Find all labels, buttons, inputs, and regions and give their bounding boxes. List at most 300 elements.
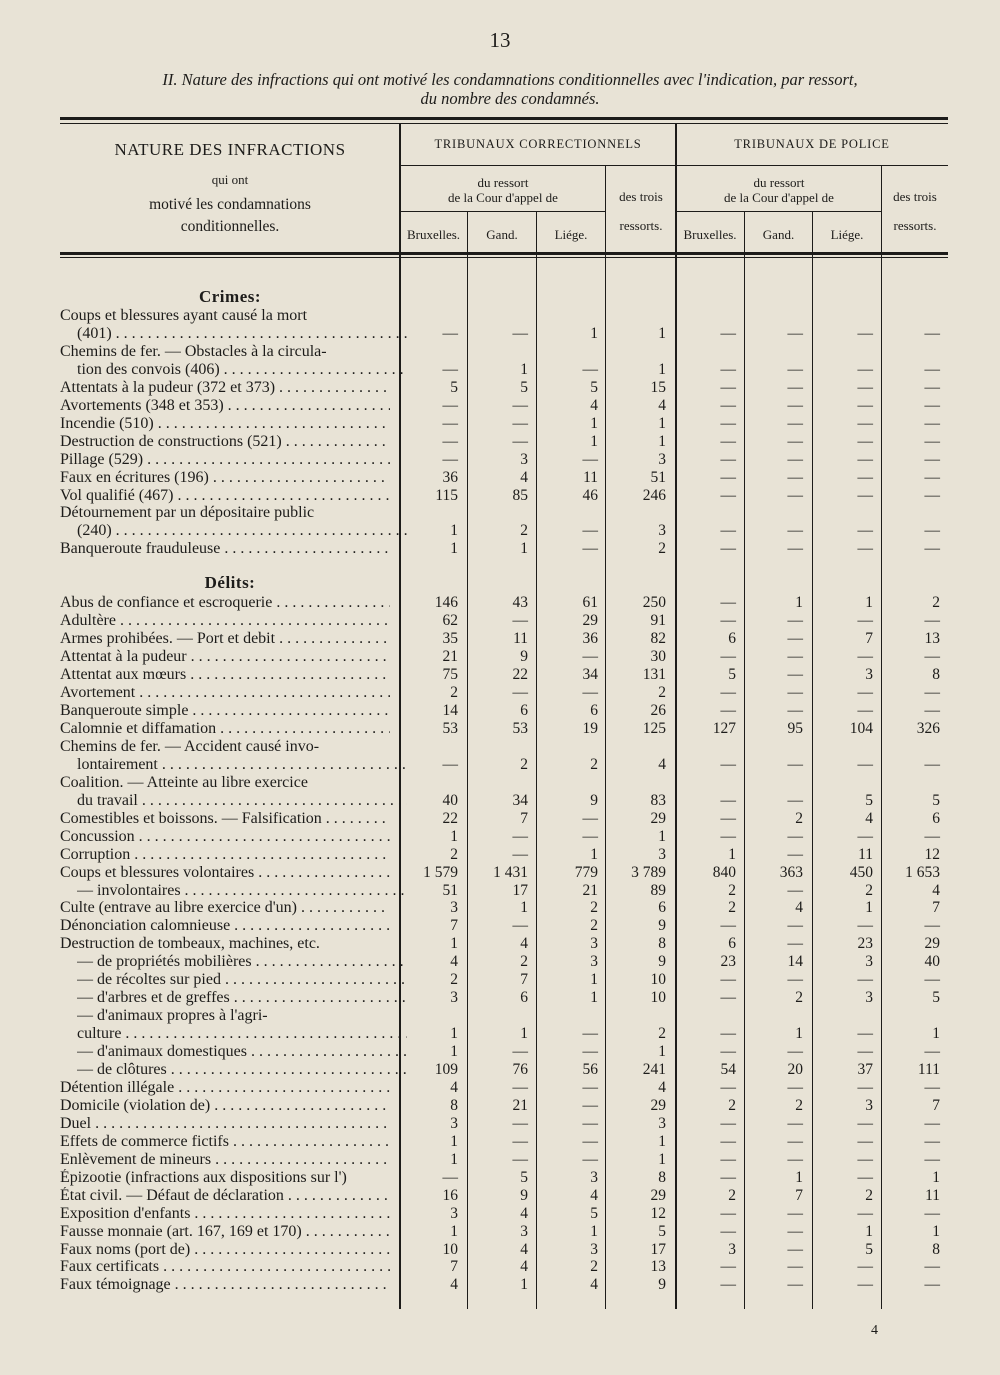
cell-value: 146 — [434, 594, 458, 612]
cell-value: 4 — [932, 881, 940, 899]
cell-value: 363 — [779, 863, 803, 881]
table-row — [0, 864, 1000, 882]
cell-value: — — [787, 791, 803, 809]
row-label: Fausse monnaie (art. 167, 169 et 170) . . . — [60, 1223, 390, 1241]
cell-value: 2 — [865, 881, 873, 899]
cell-value: — — [582, 1078, 598, 1096]
cell-value: — — [787, 522, 803, 540]
cell-value: — — [512, 396, 528, 414]
cell-value: 241 — [642, 1061, 666, 1078]
row-label: tion des convois (406) . . . — [77, 361, 407, 379]
row-label: Attentat à la pudeur . . . — [60, 648, 390, 666]
cell-value: — — [720, 1043, 736, 1061]
cell-value: 3 — [520, 450, 528, 468]
cell-value: 8 — [932, 666, 940, 684]
cell-value: 21 — [442, 648, 458, 666]
cell-value: — — [512, 1114, 528, 1132]
cell-value: 1 — [590, 989, 598, 1007]
cell-value: — — [512, 414, 528, 432]
top-rule-thin — [60, 123, 948, 124]
cell-value: — — [787, 360, 803, 378]
cell-value: — — [720, 1025, 736, 1043]
table-row — [0, 756, 1000, 774]
row-label: Chemins de fer. — Accident causé invo- — [60, 737, 320, 755]
cell-value: 2 — [728, 1186, 736, 1204]
cell-value: — — [857, 827, 873, 845]
cell-value: — — [787, 1043, 803, 1061]
cell-value: — — [924, 486, 940, 504]
cell-value: — — [720, 1168, 736, 1186]
cell-value: 3 — [590, 935, 598, 953]
table-row — [0, 630, 1000, 648]
cell-value: 4 — [590, 1276, 598, 1294]
cell-value: — — [924, 450, 940, 468]
cell-value: 2 — [658, 1025, 666, 1043]
cell-value: — — [924, 612, 940, 630]
header-trois-line1: des trois — [619, 189, 663, 204]
cell-value: — — [582, 1150, 598, 1168]
cell-value: 22 — [442, 809, 458, 827]
row-label: Détournement par un dépositaire public — [60, 504, 315, 522]
cell-value: 1 — [450, 540, 458, 558]
cell-value: 6 — [658, 899, 666, 917]
cell-value: 34 — [512, 791, 528, 809]
cell-value: 23 — [720, 953, 736, 971]
table-row — [0, 1241, 1000, 1259]
cell-value: 104 — [849, 719, 873, 737]
cell-value: 54 — [720, 1061, 736, 1078]
cell-value: 2 — [658, 540, 666, 558]
table-row — [0, 953, 1000, 971]
cell-value: — — [512, 827, 528, 845]
cell-value: 12 — [924, 845, 940, 863]
cell-value: 2 — [728, 1096, 736, 1114]
cell-value: 1 — [450, 1150, 458, 1168]
cell-value: — — [857, 702, 873, 719]
cell-value: — — [720, 360, 736, 378]
cell-value: — — [787, 540, 803, 558]
table-row — [0, 935, 1000, 953]
header-bottom-rule-thin — [60, 257, 948, 258]
cell-value: — — [720, 684, 736, 702]
cell-value: 3 — [450, 899, 458, 917]
cell-value: 11 — [925, 1186, 940, 1204]
cell-value: — — [924, 468, 940, 486]
cell-value: — — [924, 684, 940, 702]
cell-value: 2 — [450, 971, 458, 989]
cell-value: 9 — [520, 648, 528, 666]
cell-value: 450 — [849, 863, 873, 881]
header-col-bruxelles: Bruxelles. — [406, 227, 461, 242]
header-trois-line2: ressorts. — [619, 218, 663, 233]
cell-value: 1 — [450, 935, 458, 953]
cell-value: 36 — [582, 630, 598, 648]
cell-value: — — [924, 1258, 940, 1276]
cell-value: — — [720, 917, 736, 935]
cell-value: — — [720, 468, 736, 486]
cell-value: 17 — [512, 881, 528, 899]
cell-value: 34 — [582, 666, 598, 684]
row-label: Enlèvement de mineurs . . . — [60, 1151, 390, 1169]
table-row — [0, 522, 1000, 540]
cell-value: — — [857, 1078, 873, 1096]
cell-value: — — [720, 594, 736, 612]
cell-value: 1 — [590, 971, 598, 989]
cell-value: 3 — [450, 1204, 458, 1222]
header-police: TRIBUNAUX DE POLICE — [734, 137, 890, 151]
table-row — [0, 504, 1000, 522]
cell-value: 2 — [450, 845, 458, 863]
row-label: Coalition. — Atteinte au libre exercice — [60, 773, 308, 791]
cell-value: 1 — [450, 522, 458, 540]
cell-value: 3 — [865, 1096, 873, 1114]
row-label: Domicile (violation de) . . . — [60, 1097, 390, 1115]
cell-value: 7 — [932, 899, 940, 917]
cell-value: — — [582, 648, 598, 666]
cell-value: — — [720, 1078, 736, 1096]
cell-value: — — [787, 432, 803, 450]
cell-value: 29 — [650, 1186, 666, 1204]
row-label: Banqueroute simple . . . — [60, 702, 390, 720]
table-row — [0, 361, 1000, 379]
table-row — [0, 1061, 1000, 1079]
cell-value: — — [857, 1168, 873, 1186]
cell-value: 4 — [450, 953, 458, 971]
cell-value: — — [582, 1114, 598, 1132]
cell-value: 1 — [658, 1132, 666, 1150]
table-row — [0, 1043, 1000, 1061]
table-row — [0, 828, 1000, 846]
cell-value: — — [787, 917, 803, 935]
cell-value: 1 — [932, 1222, 940, 1240]
table-row — [0, 1169, 1000, 1187]
cell-value: 4 — [658, 396, 666, 414]
cell-value: — — [857, 755, 873, 773]
cell-value: — — [582, 684, 598, 702]
cell-value: 3 789 — [631, 863, 666, 881]
cell-value: — — [787, 414, 803, 432]
cell-value: — — [857, 1258, 873, 1276]
cell-value: 35 — [442, 630, 458, 648]
cell-value: — — [582, 809, 598, 827]
cell-value: 53 — [512, 719, 528, 737]
cell-value: 9 — [658, 917, 666, 935]
header-ressort-pol — [676, 175, 882, 205]
cell-value: 11 — [513, 630, 528, 648]
cell-value: 1 579 — [423, 863, 458, 881]
cell-value: 1 — [658, 414, 666, 432]
cell-value: 7 — [450, 1258, 458, 1276]
header-ressort-line2: de la Cour d'appel de — [448, 190, 558, 205]
cell-value: 14 — [442, 702, 458, 719]
table-row — [0, 1007, 1000, 1025]
cell-value: — — [787, 486, 803, 504]
cell-value: — — [720, 1150, 736, 1168]
table-row — [0, 648, 1000, 666]
header-ressort-line1: du ressort — [753, 175, 805, 190]
cell-value: — — [720, 1222, 736, 1240]
cell-value: 62 — [442, 612, 458, 630]
cell-value: 17 — [650, 1240, 666, 1258]
cell-value: 11 — [858, 845, 873, 863]
row-label: Attentat aux mœurs . . . — [60, 666, 390, 684]
cell-value: — — [582, 827, 598, 845]
cell-value: 3 — [865, 989, 873, 1007]
cell-value: — — [787, 755, 803, 773]
cell-value: 779 — [574, 863, 598, 881]
cell-value: — — [924, 1150, 940, 1168]
row-label: (240) . . . — [77, 522, 407, 540]
cell-value: — — [720, 989, 736, 1007]
cell-value: 75 — [442, 666, 458, 684]
cell-value: 3 — [450, 989, 458, 1007]
row-label: Faux noms (port de) . . . — [60, 1241, 390, 1259]
header-trois-line2: ressorts. — [893, 218, 937, 233]
cell-value: — — [857, 360, 873, 378]
cell-value: — — [924, 1276, 940, 1294]
cell-value: 125 — [642, 719, 666, 737]
cell-value: — — [857, 612, 873, 630]
cell-value: — — [857, 1276, 873, 1294]
cell-value: 1 — [658, 827, 666, 845]
cell-value: 9 — [658, 953, 666, 971]
cell-value: 3 — [658, 522, 666, 540]
title-line-2: du nombre des condamnés. — [420, 89, 600, 108]
cell-value: 89 — [650, 881, 666, 899]
section-heading-delits: Délits: — [204, 573, 256, 593]
cell-value: 53 — [442, 719, 458, 737]
cell-value: 21 — [512, 1096, 528, 1114]
row-label: Détention illégale . . . — [60, 1079, 390, 1097]
cell-value: 6 — [520, 989, 528, 1007]
cell-value: 1 — [658, 1150, 666, 1168]
cell-value: — — [442, 432, 458, 450]
table-row — [0, 1187, 1000, 1205]
header-col-gand: Gand. — [762, 227, 795, 242]
header-ressort-corr — [400, 175, 606, 205]
cell-value: — — [720, 414, 736, 432]
cell-value: 1 — [520, 899, 528, 917]
cell-value: 1 — [865, 1222, 873, 1240]
cell-value: — — [787, 845, 803, 863]
cell-value: 83 — [650, 791, 666, 809]
cell-value: 5 — [932, 989, 940, 1007]
cell-value: 1 — [795, 1168, 803, 1186]
row-label: Calomnie et diffamation . . . — [60, 720, 390, 738]
cell-value: — — [787, 1132, 803, 1150]
cell-value: 2 — [590, 899, 598, 917]
cell-value: — — [442, 396, 458, 414]
header-nature-sub: conditionnelles. — [180, 218, 280, 235]
cell-value: — — [512, 324, 528, 342]
cell-value: 95 — [787, 719, 803, 737]
cell-value: 11 — [583, 468, 598, 486]
cell-value: 1 — [590, 432, 598, 450]
cell-value: — — [442, 360, 458, 378]
cell-value: — — [787, 1150, 803, 1168]
cell-value: — — [512, 845, 528, 863]
cell-value: 1 — [450, 827, 458, 845]
cell-value: 3 — [590, 1168, 598, 1186]
cell-value: 4 — [795, 899, 803, 917]
header-correctionnels: TRIBUNAUX CORRECTIONNELS — [434, 137, 642, 151]
header-nature-sub: motivé les condamnations — [149, 196, 311, 213]
cell-value: — — [442, 755, 458, 773]
cell-value: — — [582, 1132, 598, 1150]
cell-value: 4 — [520, 468, 528, 486]
cell-value: 8 — [658, 1168, 666, 1186]
table-row — [0, 343, 1000, 361]
table-row — [0, 451, 1000, 469]
cell-value: — — [787, 1114, 803, 1132]
cell-value: 4 — [658, 1078, 666, 1096]
cell-value: — — [924, 432, 940, 450]
row-label: Exposition d'enfants . . . — [60, 1205, 390, 1223]
cell-value: — — [582, 522, 598, 540]
cell-value: — — [857, 432, 873, 450]
cell-value: 36 — [442, 468, 458, 486]
cell-value: 2 — [795, 989, 803, 1007]
cell-value: 8 — [932, 1240, 940, 1258]
cell-value: 2 — [520, 522, 528, 540]
cell-value: — — [442, 450, 458, 468]
cell-value: — — [857, 378, 873, 396]
cell-value: 1 — [658, 360, 666, 378]
cell-value: — — [924, 396, 940, 414]
cell-value: — — [720, 971, 736, 989]
cell-value: 7 — [520, 971, 528, 989]
cell-value: — — [787, 396, 803, 414]
cell-value: 56 — [582, 1061, 598, 1078]
table-row — [0, 487, 1000, 505]
cell-value: — — [787, 1204, 803, 1222]
row-label: Coups et blessures volontaires . . . — [60, 864, 390, 882]
cell-value: 111 — [917, 1061, 940, 1078]
cell-value: — — [857, 1132, 873, 1150]
row-label: Incendie (510) . . . — [60, 415, 390, 433]
cell-value: 2 — [658, 684, 666, 702]
header-col-gand: Gand. — [486, 227, 518, 242]
cell-value: 1 — [658, 1043, 666, 1061]
cell-value: 37 — [857, 1061, 873, 1078]
cell-value: — — [924, 540, 940, 558]
cell-value: 2 — [450, 684, 458, 702]
cell-value: 40 — [442, 791, 458, 809]
header-rule-correctionnels — [400, 165, 676, 166]
row-label: Duel . . . — [60, 1115, 390, 1133]
cell-value: 3 — [865, 666, 873, 684]
cell-value: — — [582, 450, 598, 468]
cell-value: — — [512, 917, 528, 935]
row-label: Banqueroute frauduleuse . . . — [60, 540, 390, 558]
cell-value: 2 — [590, 917, 598, 935]
row-label: Attentats à la pudeur (372 et 373) . . . — [60, 379, 390, 397]
cell-value: — — [787, 1078, 803, 1096]
cell-value: 10 — [650, 989, 666, 1007]
cell-value: — — [787, 1222, 803, 1240]
row-label: État civil. — Défaut de déclaration . . . — [60, 1187, 390, 1205]
cell-value: — — [857, 1114, 873, 1132]
row-label: Abus de confiance et escroquerie . . . — [60, 594, 390, 612]
cell-value: — — [582, 360, 598, 378]
cell-value: — — [857, 684, 873, 702]
table-row — [0, 971, 1000, 989]
cell-value: — — [787, 648, 803, 666]
cell-value: — — [787, 881, 803, 899]
cell-value: 5 — [865, 1240, 873, 1258]
cell-value: 10 — [442, 1240, 458, 1258]
table-row — [0, 810, 1000, 828]
cell-value: 9 — [658, 1276, 666, 1294]
cell-value: 1 — [932, 1025, 940, 1043]
cell-value: — — [512, 1150, 528, 1168]
cell-value: 1 — [658, 432, 666, 450]
cell-value: 23 — [857, 935, 873, 953]
corner-mark: 4 — [871, 1323, 878, 1338]
cell-value: 7 — [520, 809, 528, 827]
cell-value: 6 — [728, 630, 736, 648]
cell-value: 1 — [590, 414, 598, 432]
cell-value: 13 — [924, 630, 940, 648]
cell-value: 2 — [590, 1258, 598, 1276]
table-row — [0, 792, 1000, 810]
cell-value: — — [787, 702, 803, 719]
cell-value: — — [582, 540, 598, 558]
table-row — [0, 846, 1000, 864]
row-label: Faux témoignage . . . — [60, 1276, 390, 1294]
title-line-1: II. Nature des infractions qui ont motivé les condamnations conditionnelles avec l'indication, par ressort, — [162, 70, 858, 89]
cell-value: 4 — [450, 1078, 458, 1096]
table-row — [0, 917, 1000, 935]
table-title — [100, 70, 920, 108]
cell-value: 76 — [512, 1061, 528, 1078]
cell-value: 2 — [520, 953, 528, 971]
table-row — [0, 1133, 1000, 1151]
cell-value: 4 — [520, 1240, 528, 1258]
cell-value: — — [857, 468, 873, 486]
header-nature-sub: qui ont — [211, 172, 249, 187]
cell-value: — — [442, 1168, 458, 1186]
cell-value: 5 — [520, 378, 528, 396]
cell-value: — — [857, 450, 873, 468]
row-label: Chemins de fer. — Obstacles à la circula- — [60, 342, 327, 360]
cell-value: — — [857, 414, 873, 432]
header-rule-ressort-pol — [676, 211, 882, 212]
cell-value: 91 — [650, 612, 666, 630]
cell-value: — — [720, 791, 736, 809]
row-label: — de clôtures . . . — [77, 1061, 407, 1079]
cell-value: 40 — [924, 953, 940, 971]
cell-value: 127 — [712, 719, 736, 737]
table-row — [0, 469, 1000, 487]
cell-value: 3 — [658, 450, 666, 468]
row-label: Corruption . . . — [60, 846, 390, 864]
cell-value: — — [720, 450, 736, 468]
cell-value: — — [857, 648, 873, 666]
table-row — [0, 1223, 1000, 1241]
cell-value: 2 — [795, 809, 803, 827]
cell-value: 1 — [590, 845, 598, 863]
cell-value: 326 — [916, 719, 940, 737]
cell-value: 1 — [520, 1276, 528, 1294]
cell-value: 3 — [450, 1114, 458, 1132]
cell-value: 2 — [795, 1096, 803, 1114]
cell-value: — — [720, 1258, 736, 1276]
cell-value: — — [857, 1025, 873, 1043]
cell-value: — — [924, 378, 940, 396]
cell-value: 4 — [865, 809, 873, 827]
table-row — [0, 1205, 1000, 1223]
